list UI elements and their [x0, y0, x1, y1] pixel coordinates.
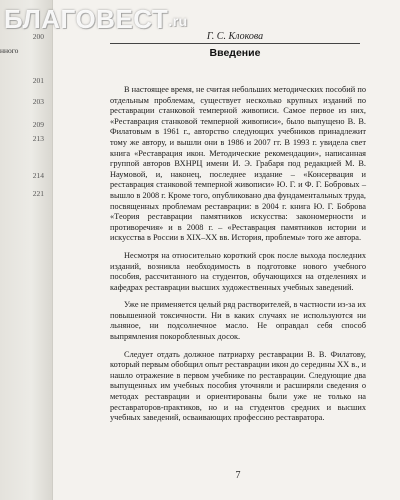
- page-number: 7: [235, 470, 241, 481]
- paragraph: Несмотря на относительно короткий срок после выхода последних изданий, возникла необходимость в подготовке нового учебного пособия, рассчитанного на студентов, обучающихся на отделениях и кафедрах реставрации высших художественных учебных заведений.: [110, 250, 366, 292]
- section-title: Введение: [209, 47, 261, 59]
- running-header-author: Г. С. Клокова: [206, 31, 264, 42]
- watermark-logo: БЛАГОВЕСТ.ru: [4, 4, 188, 34]
- paragraph: Уже не применяется целый ряд растворителей, в частности из-за их повышенной токсичности. Ни в каких случаях не используются ни льняное, ни подсолнечное масло. Не оправдал себя способ выпрямления покоробленных досок.: [110, 300, 366, 342]
- toc-line: нного: [0, 46, 19, 55]
- toc-line: 221: [32, 189, 44, 198]
- toc-line: 203: [32, 97, 44, 106]
- paragraph: Следует отдать должное патриарху реставрации В. В. Филатову, который первым обобщил опыт реставрации икон до середины XX в., и нашло отражение в первом учебнике по реставрации. Следующие два выпущенных им учебных пособия уточняли и расширяли сведения о методах реставрации и ориентированы были уже не только на реставраторов-практиков, но и на студентов средних и высших учебных заведений, осваивающих профессию реставратора.: [110, 349, 366, 423]
- toc-page: 200: [32, 32, 44, 41]
- toc-line: 213: [32, 134, 44, 143]
- header-rule: [110, 43, 360, 44]
- toc-line: 201: [32, 76, 44, 85]
- toc-line: 209: [32, 120, 44, 129]
- previous-page-gutter: [0, 0, 53, 500]
- body-text: [110, 85, 366, 431]
- toc-line: 214: [32, 171, 44, 180]
- paragraph: В настоящее время, не считая небольших методических пособий по отдельным проблемам, существует несколько крупных изданий по реставрации станковой темперной живописи. Самое первое из них, «Реставрация станковой темперной живописи», было выпущено В. В. Филатовым в 1961 г., авторство следующих учебников принадлежит тому же автору, и вышли они в 1986 и 2007 гг. В 1993 г. увидела свет книга «Реставрация икон. Методические рекомендации», написанная группой авторов ВХНРЦ имени И. Э. Грабаря под редакцией М. В. Наумовой, и, наконец, последнее издание – «Консервация и реставрация станковой темперной живописи» Ю. Г. и Ф. Г. Бобровых – вышло в 2008 г. Кроме того, опубликовано два фундаментальных труда, посвященных проблемам реставрации: в 2004 г. книга Ю. Г. Боброва «Теория реставрации памятников искусства: закономерности и противоречия» и в 2008 г. – «Реставрация памятников истории и искусства в России в XIX–XX вв. История, проблемы» того же автора.: [110, 85, 366, 243]
